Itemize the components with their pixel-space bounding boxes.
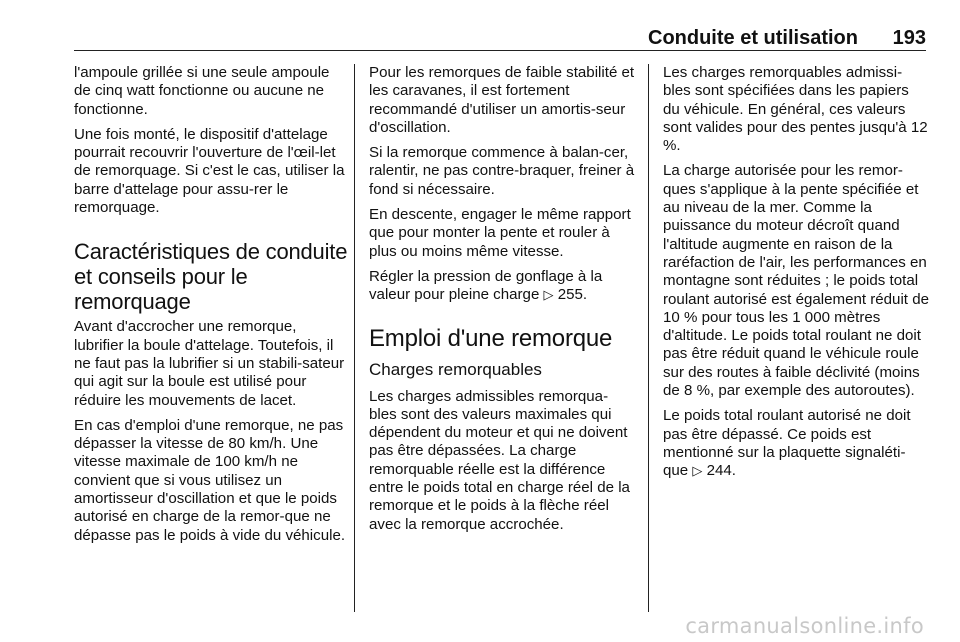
- page-reference-icon: ▷: [543, 287, 554, 303]
- paragraph: Les charges admissibles remorqua-bles sont des valeurs maximales qui dépendent du moteur et qui ne doivent pas être dépassées. La charge remorquable réelle est la différence entre le poids total en charge réel de la remorque et le poids à la flèche réel avec la remorque accrochée.: [369, 387, 630, 533]
- paragraph-text: Le poids total roulant autorisé ne doit pas être dépassé. Ce poids est mentionné sur la plaquette signaléti-que: [663, 407, 911, 480]
- watermark: carmanualsonline.info: [685, 614, 924, 638]
- paragraph: l'ampoule grillée si une seule ampoule de cinq watt fonctionne ou aucune ne fonctionne.: [74, 64, 330, 118]
- paragraph: [369, 268, 635, 305]
- page-number: 193: [892, 27, 926, 49]
- paragraph: Pour les remorques de faible stabilité et les caravanes, il est fortement recommandé d'utiliser un amortis-seur d'oscillation.: [369, 64, 635, 136]
- paragraph: Les charges remorquables admissi-bles sont spécifiées dans les papiers du véhicule. En général, ces valeurs sont valides pour des pentes jusqu'à 12 %.: [663, 64, 928, 155]
- text-column-2: [369, 64, 635, 541]
- subsection-heading: Charges remorquables: [369, 359, 542, 379]
- text-column-1: [74, 64, 349, 552]
- column-divider: [648, 64, 649, 612]
- page-reference[interactable]: 244.: [706, 462, 736, 480]
- paragraph: Une fois monté, le dispositif d'attelage pourrait recouvrir l'ouverture de l'œil-let de remorquage. Si c'est le cas, utiliser la barre d'attelage pour assu-rer le remorquage.: [74, 125, 345, 217]
- column-divider: [354, 64, 355, 612]
- paragraph: [663, 407, 929, 480]
- section-heading: Emploi d'une remorque: [369, 324, 613, 352]
- paragraph: En cas d'emploi d'une remorque, ne pas dépasser la vitesse de 80 km/h. Une vitesse maximale de 100 km/h ne convient que si vous utilisez un amortisseur d'oscillation et que le poids autorisé en charge de la remor-que ne dépasse pas le poids à vide du véhicule.: [74, 416, 346, 544]
- page-reference-icon: ▷: [692, 463, 703, 479]
- paragraph: Si la remorque commence à balan-cer, ralentir, ne pas contre-braquer, freiner à fond si nécessaire.: [369, 144, 635, 198]
- text-column-3: [663, 64, 929, 488]
- page-reference[interactable]: 255.: [557, 286, 588, 304]
- section-heading: Caractéristiques de conduite et conseils pour le remorquage: [74, 239, 348, 315]
- paragraph: La charge autorisée pour les remor-ques s'applique à la pente spécifiée et au niveau de la mer. Comme la puissance du moteur décroît quand l'altitude augmente en raison de la raréfaction de l'air, les performances en montagne sont réduites ; le poids total roulant autorisé est également réduit de 10 % pour tous les 1 000 mètres d'altitude. Le poids total roulant ne doit pas être réduit quand le véhicule roule sur des routes à faible déclivité (moins de 8 %, par exemple des autoroutes).: [663, 162, 929, 400]
- section-title: Conduite et utilisation: [648, 27, 858, 49]
- paragraph: Avant d'accrocher une remorque, lubrifier la boule d'attelage. Toutefois, il ne faut pas la lubrifier si un stabili-sateur qui agit sur la boule est utilisé pour réduire les mouvements de lacet.: [74, 318, 345, 409]
- paragraph: En descente, engager le même rapport que pour monter la pente et rouler à plus ou moins même vitesse.: [369, 206, 631, 260]
- paragraph-text: Régler la pression de gonflage à la valeur pour pleine charge: [369, 267, 603, 304]
- page-header: [74, 26, 926, 51]
